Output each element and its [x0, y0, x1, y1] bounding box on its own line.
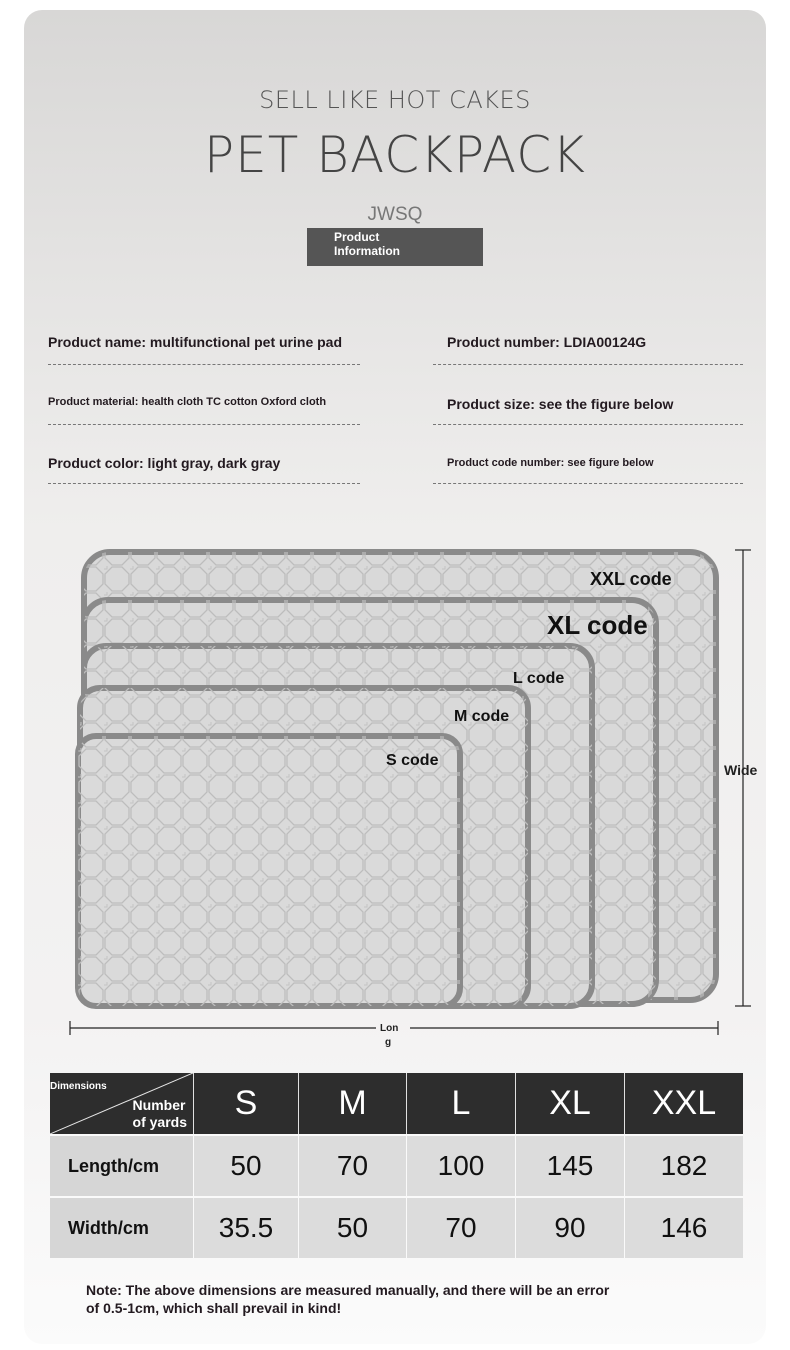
size-label-xxl: XXL code: [590, 569, 672, 589]
table-cell: 90: [516, 1197, 625, 1258]
divider: [433, 424, 743, 425]
measurement-note: [86, 1281, 686, 1317]
column-header-m: M: [299, 1073, 407, 1135]
product-information-badge: [307, 228, 483, 266]
divider: [433, 364, 743, 365]
field-product-number: Product number: LDIA00124G: [447, 334, 647, 350]
column-header-xl: XL: [516, 1073, 625, 1135]
table-cell: 70: [299, 1135, 407, 1197]
long-label-line2: g: [384, 1037, 392, 1048]
column-header-xxl: XXL: [625, 1073, 744, 1135]
mat-s: [78, 736, 460, 1006]
field-product-size: Product size: see the figure below: [447, 396, 674, 412]
size-label-xl: XL code: [547, 610, 648, 640]
divider: [433, 483, 743, 484]
table-cell: 70: [407, 1197, 516, 1258]
table-cell: 182: [625, 1135, 744, 1197]
info-label-line2: Information: [334, 244, 400, 258]
table-cell: 50: [299, 1197, 407, 1258]
brand-name: JWSQ: [367, 204, 423, 225]
field-product-code: Product code number: see figure below: [447, 457, 654, 469]
table-cell: 100: [407, 1135, 516, 1197]
long-label-line1: Lon: [380, 1023, 399, 1034]
page-title: PET BACKPACK: [204, 126, 586, 184]
table-cell: 145: [516, 1135, 625, 1197]
note-line1: Note: The above dimensions are measured manually, and there will be an error: [86, 1282, 610, 1298]
corner-label-yards: [133, 1097, 187, 1131]
divider: [48, 424, 360, 425]
table-row: [50, 1197, 743, 1258]
pad-sizes-illustration: [0, 540, 790, 1040]
table-corner-cell: [50, 1073, 194, 1135]
table-cell: 50: [194, 1135, 299, 1197]
corner-label-yards-line2: of yards: [132, 1114, 187, 1130]
table-row: [50, 1135, 743, 1197]
table-header-row: [50, 1073, 743, 1135]
corner-label-yards-line1: Number: [132, 1097, 186, 1113]
size-label-m: M code: [454, 708, 510, 725]
column-header-s: S: [194, 1073, 299, 1135]
kicker-text: SELL LIKE HOT CAKES: [259, 86, 531, 114]
field-product-color: Product color: light gray, dark gray: [48, 455, 281, 471]
size-table: [50, 1073, 743, 1258]
size-label-l: L code: [513, 670, 565, 687]
width-dimension-line: [735, 550, 751, 1006]
info-label-line1: Product: [334, 230, 380, 244]
field-product-material: Product material: health cloth TC cotton Oxford cloth: [48, 396, 327, 408]
table-cell: 35.5: [194, 1197, 299, 1258]
wide-label: Wide: [724, 762, 758, 778]
column-header-l: L: [407, 1073, 516, 1135]
corner-label-dimensions: Dimensions: [50, 1081, 107, 1092]
field-product-name: Product name: multifunctional pet urine pad: [48, 334, 343, 350]
note-line2: of 0.5-1cm, which shall prevail in kind!: [86, 1300, 342, 1316]
long-label: [380, 1022, 399, 1050]
size-label-s: S code: [386, 752, 439, 769]
table-cell: 146: [625, 1197, 744, 1258]
divider: [48, 364, 360, 365]
row-label-width: Width/cm: [50, 1197, 194, 1258]
row-label-length: Length/cm: [50, 1135, 194, 1197]
divider: [48, 483, 360, 484]
